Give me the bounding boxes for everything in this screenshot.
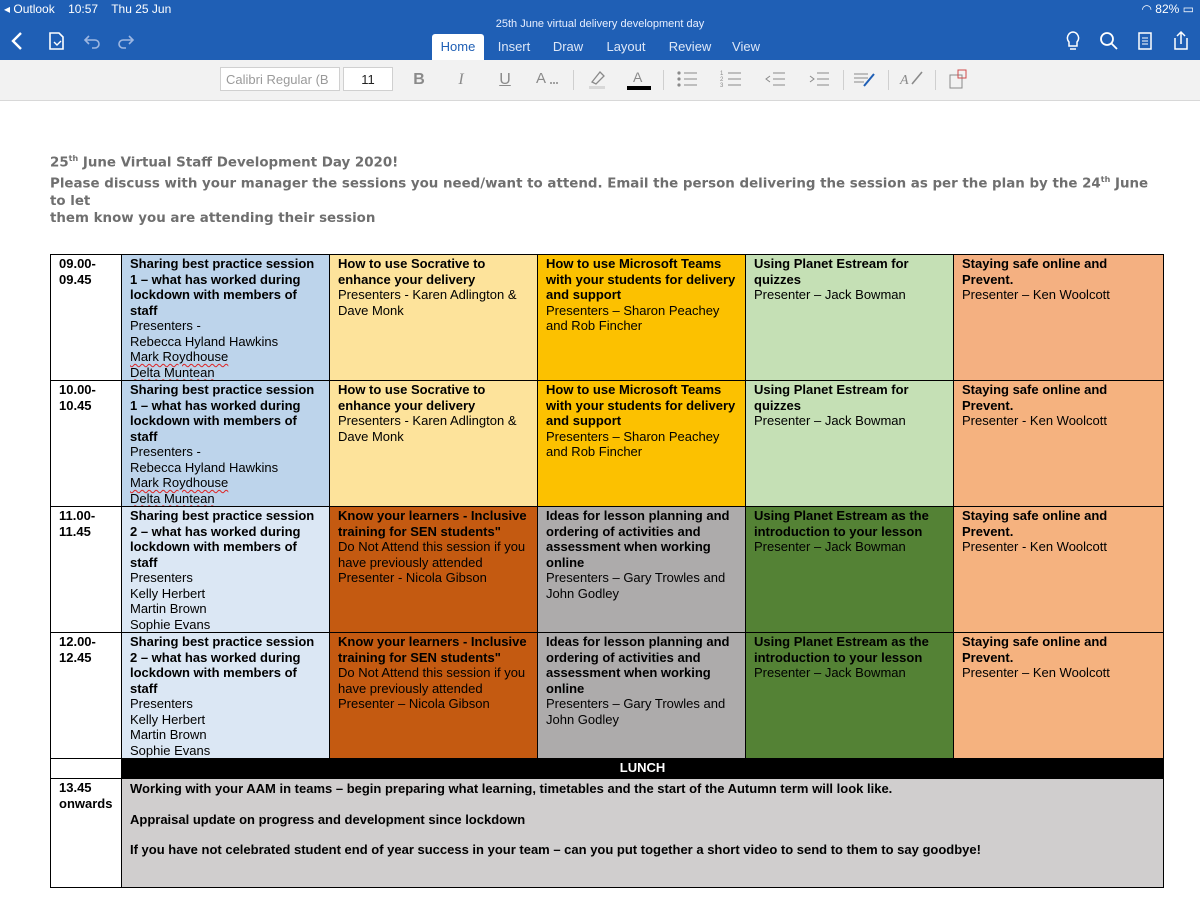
- format-painter-icon[interactable]: [896, 68, 926, 92]
- table-row: [51, 255, 1164, 381]
- session-cell: Using Planet Estream as the introduction to your lesson Presenter – Jack Bowman: [746, 507, 954, 633]
- bullet-list-icon[interactable]: [672, 68, 702, 92]
- tab-draw[interactable]: Draw: [552, 39, 584, 54]
- reading-view-icon[interactable]: [1130, 30, 1160, 56]
- share-icon[interactable]: [1166, 30, 1196, 56]
- table-row: [51, 633, 1164, 759]
- session-cell: Staying safe online and Prevent. Presenter - Ken Woolcott: [954, 507, 1164, 633]
- bold-button[interactable]: B: [413, 71, 425, 88]
- underline-button[interactable]: U: [499, 71, 511, 88]
- session-cell: Staying safe online and Prevent. Presenter – Ken Woolcott: [954, 255, 1164, 381]
- toolbar-divider: [935, 70, 936, 90]
- ribbon-toolbar: [0, 60, 1200, 101]
- decrease-indent-icon[interactable]: [760, 68, 790, 92]
- font-color-icon[interactable]: [624, 68, 654, 92]
- back-arrow-icon[interactable]: [4, 30, 32, 56]
- tab-view[interactable]: View: [732, 39, 760, 54]
- clear-formatting-icon[interactable]: [944, 68, 974, 92]
- time-slot: 13.45 onwards: [51, 779, 122, 888]
- toolbar-divider: [663, 70, 664, 90]
- afternoon-row: [51, 779, 1164, 888]
- status-date: Thu 25 Jun: [111, 2, 172, 16]
- text-effects-icon[interactable]: [532, 68, 562, 92]
- toolbar-divider: [573, 70, 574, 90]
- table-row: [51, 507, 1164, 633]
- session-cell: How to use Socrative to enhance your delivery Presenters - Karen Adlington & Dave Monk: [330, 381, 538, 507]
- session-cell: Ideas for lesson planning and ordering of activities and assessment when working online Presenters – Gary Trowles and John Godley: [538, 507, 746, 633]
- session-cell: Sharing best practice session 1 – what has worked during lockdown with members of staff Presenters - Rebecca Hyland Hawkins Mark Roydhouse Delta Muntean: [122, 255, 330, 381]
- undo-icon[interactable]: [78, 30, 106, 56]
- status-bar: [0, 2, 1200, 18]
- increase-indent-icon[interactable]: [804, 68, 834, 92]
- document-title: 25th June virtual delivery development day: [495, 18, 705, 30]
- battery-percent: 82%: [1155, 2, 1180, 16]
- tab-insert[interactable]: Insert: [497, 39, 531, 54]
- lunch-row: [51, 759, 1164, 779]
- svg-text:A: A: [633, 69, 643, 85]
- search-icon[interactable]: [1094, 30, 1124, 56]
- heading-line-2: Please discuss with your manager the sessions you need/want to attend. Email the person delivering the session as per the plan by the 24th June to let: [50, 175, 1149, 209]
- italic-button[interactable]: I: [458, 71, 464, 88]
- status-time: 10:57: [68, 2, 99, 16]
- document-heading: [50, 150, 1150, 227]
- font-size-field[interactable]: 11: [343, 67, 393, 91]
- session-cell: Sharing best practice session 2 – what has worked during lockdown with members of staff Presenters Kelly Herbert Martin Brown Sophie Evans: [122, 633, 330, 759]
- session-cell: Using Planet Estream for quizzes Presenter – Jack Bowman: [746, 381, 954, 507]
- session-cell: How to use Socrative to enhance your delivery Presenters - Karen Adlington & Dave Monk: [330, 255, 538, 381]
- schedule-table: [50, 254, 1164, 888]
- heading-line-3: them know you are attending their session: [50, 210, 376, 226]
- font-name-field[interactable]: Calibri Regular (B: [220, 67, 340, 91]
- afternoon-activities: Working with your AAM in teams – begin preparing what learning, timetables and the start of the Autumn term will look like. Appraisal update on progress and development since lockdown If you have not celebrated student end of year success in your team – can you put together a short video to send to them to say goodbye!: [122, 779, 1164, 888]
- title-bar: [0, 0, 1200, 60]
- time-slot: [51, 759, 122, 779]
- session-cell: Using Planet Estream for quizzes Presenter – Jack Bowman: [746, 255, 954, 381]
- session-cell: Know your learners - Inclusive training for SEN students" Do Not Attend this session if you have previously attended Presenter – Nicola Gibson: [330, 633, 538, 759]
- svg-text:1: 1: [720, 71, 724, 77]
- time-slot: 11.00- 11.45: [51, 507, 122, 633]
- highlight-icon[interactable]: [582, 68, 612, 92]
- svg-text:A: A: [536, 70, 547, 87]
- lunch-label: LUNCH: [122, 759, 1164, 779]
- session-cell: Using Planet Estream as the introduction to your lesson Presenter – Jack Bowman: [746, 633, 954, 759]
- tab-home[interactable]: Home: [432, 34, 484, 60]
- toolbar-divider: [843, 70, 844, 90]
- status-right: [1141, 2, 1194, 16]
- lightbulb-icon[interactable]: [1058, 30, 1088, 56]
- session-cell: How to use Microsoft Teams with your students for delivery and support Presenters – Sharon Peachey and Rob Fincher: [538, 381, 746, 507]
- file-icon[interactable]: [42, 30, 70, 56]
- session-cell: Know your learners - Inclusive training for SEN students" Do Not Attend this session if you have previously attended Presenter - Nicola Gibson: [330, 507, 538, 633]
- numbered-list-icon[interactable]: [716, 68, 746, 92]
- session-cell: Staying safe online and Prevent. Presenter - Ken Woolcott: [954, 381, 1164, 507]
- tab-review[interactable]: Review: [668, 39, 712, 54]
- session-cell: Ideas for lesson planning and ordering of activities and assessment when working online Presenters – Gary Trowles and John Godley: [538, 633, 746, 759]
- back-to-app-link[interactable]: ◂ Outlook: [4, 2, 55, 16]
- toolbar-divider: [888, 70, 889, 90]
- session-cell: Sharing best practice session 1 – what has worked during lockdown with members of staff Presenters - Rebecca Hyland Hawkins Mark Roydhouse Delta Muntean: [122, 381, 330, 507]
- tab-layout[interactable]: Layout: [606, 39, 646, 54]
- time-slot: 10.00- 10.45: [51, 381, 122, 507]
- time-slot: 09.00- 09.45: [51, 255, 122, 381]
- wifi-icon: ◠: [1141, 2, 1152, 16]
- svg-text:A: A: [900, 73, 909, 88]
- styles-icon[interactable]: [850, 68, 880, 92]
- svg-text:2: 2: [720, 77, 724, 83]
- session-cell: Staying safe online and Prevent. Presenter – Ken Woolcott: [954, 633, 1164, 759]
- svg-text:3: 3: [720, 83, 724, 89]
- heading-line-1: 25th June Virtual Staff Development Day 2020!: [50, 154, 399, 171]
- status-left: [4, 2, 171, 16]
- redo-icon[interactable]: [112, 30, 140, 56]
- table-row: [51, 381, 1164, 507]
- session-cell: Sharing best practice session 2 – what has worked during lockdown with members of staff Presenters Kelly Herbert Martin Brown Sophie Evans: [122, 507, 330, 633]
- session-cell: How to use Microsoft Teams with your students for delivery and support Presenters – Sharon Peachey and Rob Fincher: [538, 255, 746, 381]
- battery-icon: ▭: [1182, 2, 1194, 16]
- time-slot: 12.00- 12.45: [51, 633, 122, 759]
